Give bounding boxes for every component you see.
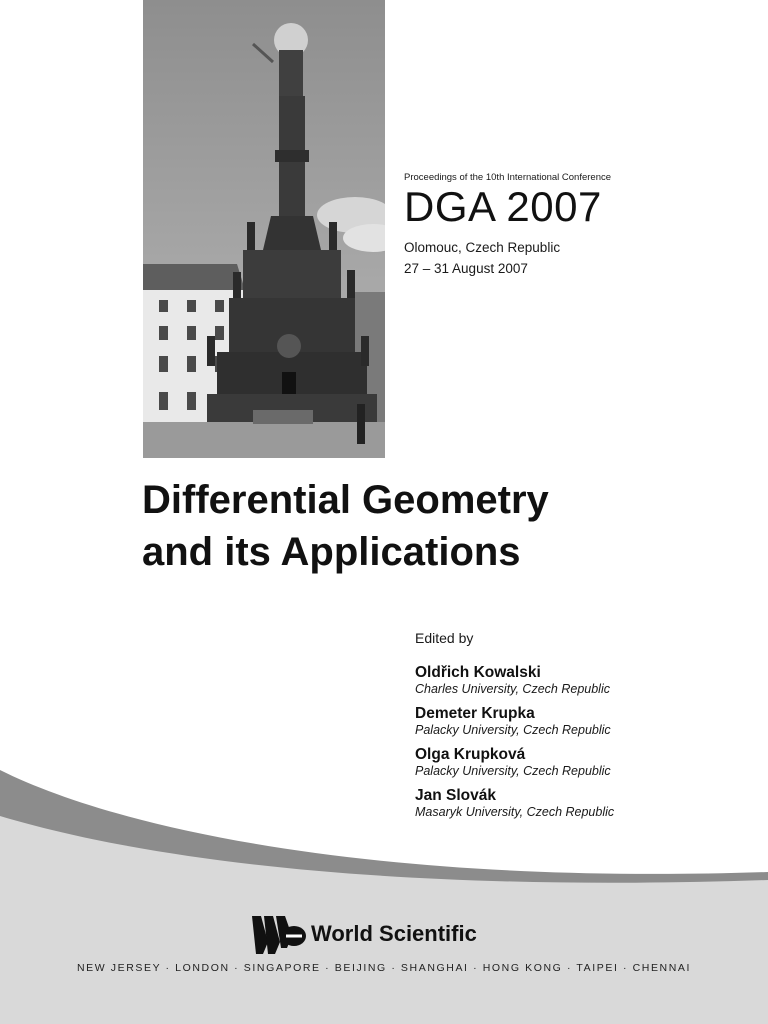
conference-dates: 27 – 31 August 2007 (404, 261, 528, 276)
proceedings-label: Proceedings of the 10th International Conference (404, 172, 612, 183)
book-title-line-2: and its Applications (142, 530, 521, 574)
cover-photo (143, 0, 385, 458)
editor-affiliation: Charles University, Czech Republic (415, 682, 610, 696)
editor-name: Jan Slovák (415, 787, 496, 804)
conference-location: Olomouc, Czech Republic (404, 240, 561, 255)
editor-affiliation: Masaryk University, Czech Republic (415, 805, 615, 819)
editor-entry (415, 664, 614, 697)
editor-affiliation: Palacky University, Czech Republic (415, 723, 611, 737)
editor-entry (415, 746, 614, 779)
world-scientific-logo-icon (252, 912, 306, 954)
book-title-line-1: Differential Geometry (142, 478, 549, 522)
editor-name: Oldřich Kowalski (415, 664, 541, 681)
editor-name: Olga Krupková (415, 746, 526, 763)
conference-name: DGA 2007 (404, 183, 602, 230)
editor-affiliation: Palacky University, Czech Republic (415, 764, 611, 778)
edited-by-label: Edited by (415, 630, 474, 646)
publisher-block (0, 912, 768, 954)
editor-entry (415, 787, 614, 820)
background-swoosh (0, 760, 768, 1024)
publisher-cities: NEW JERSEY · LONDON · SINGAPORE · BEIJING · SHANGHAI · HONG KONG · TAIPEI · CHENNAI (76, 962, 692, 974)
publisher-name: World Scientific (311, 921, 477, 946)
editor-entry (415, 705, 614, 738)
editors-block (415, 630, 614, 828)
editor-name: Demeter Krupka (415, 705, 535, 722)
conference-info (404, 172, 611, 279)
book-title (142, 474, 549, 578)
